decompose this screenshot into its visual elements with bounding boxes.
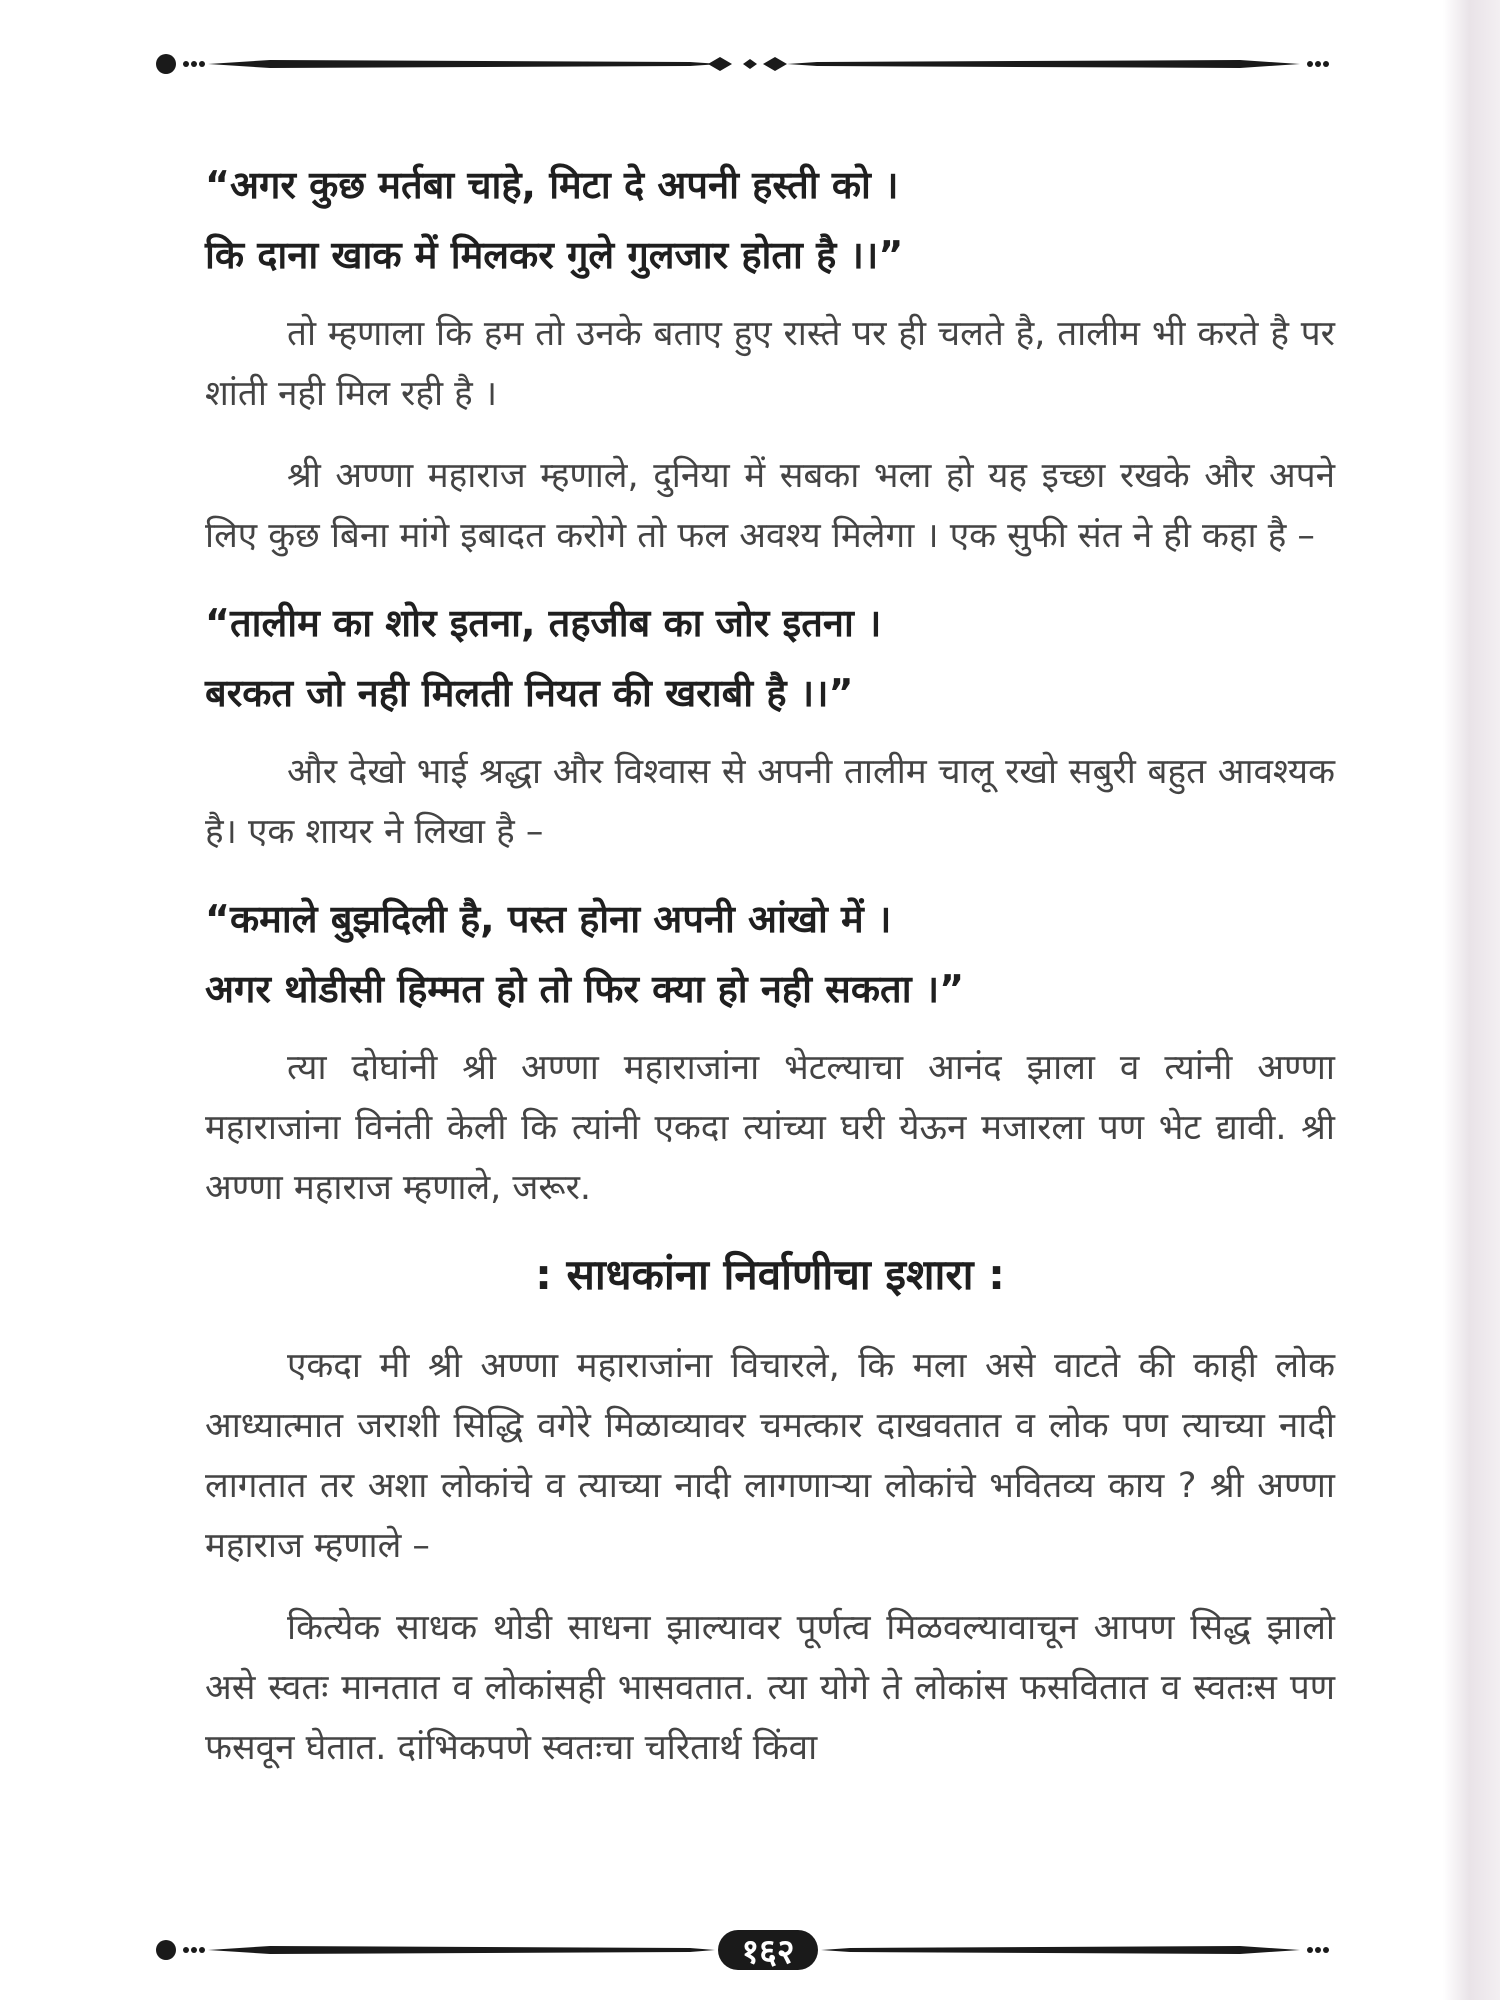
page-edge-shadow xyxy=(1350,0,1500,2000)
top-ornament-divider xyxy=(150,44,1360,84)
paragraph: एकदा मी श्री अण्णा महाराजांना विचारले, कि मला असे वाटते की काही लोक आध्यात्मात जराशी सिद्धि वगेरे मिळाव्यावर चमत्कार दाखवतात व लोक पण त्याच्या नादी लागतात तर अशा लोकांचे व त्याच्या नादी लागणाऱ्या लोकांचे भवितव्य काय ? श्री अण्णा महाराज म्हणाले – xyxy=(205,1346,1335,1566)
verse-couplet xyxy=(205,150,1335,290)
verse-couplet xyxy=(205,588,1335,728)
page-content xyxy=(205,150,1335,1800)
paragraph: कित्येक साधक थोडी साधना झाल्यावर पूर्णत्व मिळवल्यावाचून आपण सिद्ध झालो असे स्वतः मानतात व लोकांसही भासवतात. त्या योगे ते लोकांस फसवितात व स्वतःस पण फसवून घेतात. दांभिकपणे स्वतःचा चरितार्थ किंवा xyxy=(205,1608,1335,1768)
paragraph: श्री अण्णा महाराज म्हणाले, दुनिया में सबका भला हो यह इच्छा रखके और अपने लिए कुछ बिना मांगे इबादत करोगे तो फल अवश्य मिलेगा । एक सुफी संत ने ही कहा है – xyxy=(205,456,1335,556)
paragraph: तो म्हणाला कि हम तो उनके बताए हुए रास्ते पर ही चलते है, तालीम भी करते है पर शांती नही मिल रही है । xyxy=(205,314,1335,414)
paragraph: त्या दोघांनी श्री अण्णा महाराजांना भेटल्याचा आनंद झाला व त्यांनी अण्णा महाराजांना विनंती केली कि त्यांनी एकदा त्यांच्या घरी येऊन मजारला पण भेट द्यावी. श्री अण्णा महाराज म्हणाले, जरूर. xyxy=(205,1048,1335,1208)
verse-line: “कमाले बुझदिली है, पस्त होना अपनी आंखो में । xyxy=(205,897,892,941)
verse-line: “तालीम का शोर इतना, तहजीब का जोर इतना । xyxy=(205,601,882,645)
verse-couplet xyxy=(205,884,1335,1024)
page-number: १६२ xyxy=(741,1932,795,1972)
verse-line: बरकत जो नही मिलती नियत की खराबी है ।।” xyxy=(205,671,854,715)
verse-line: “अगर कुछ मर्तबा चाहे, मिटा दे अपनी हस्ती को । xyxy=(205,163,899,207)
verse-line: अगर थोडीसी हिम्मत हो तो फिर क्या हो नही सकता ।” xyxy=(205,967,965,1011)
paragraph: और देखो भाई श्रद्धा और विश्वास से अपनी तालीम चालू रखो सबुरी बहुत आवश्यक है। एक शायर ने लिखा है – xyxy=(205,752,1335,852)
verse-line: कि दाना खाक में मिलकर गुले गुलजार होता है ।।” xyxy=(205,233,904,277)
section-heading: : साधकांना निर्वाणीचा इशारा : xyxy=(535,1250,1005,1299)
